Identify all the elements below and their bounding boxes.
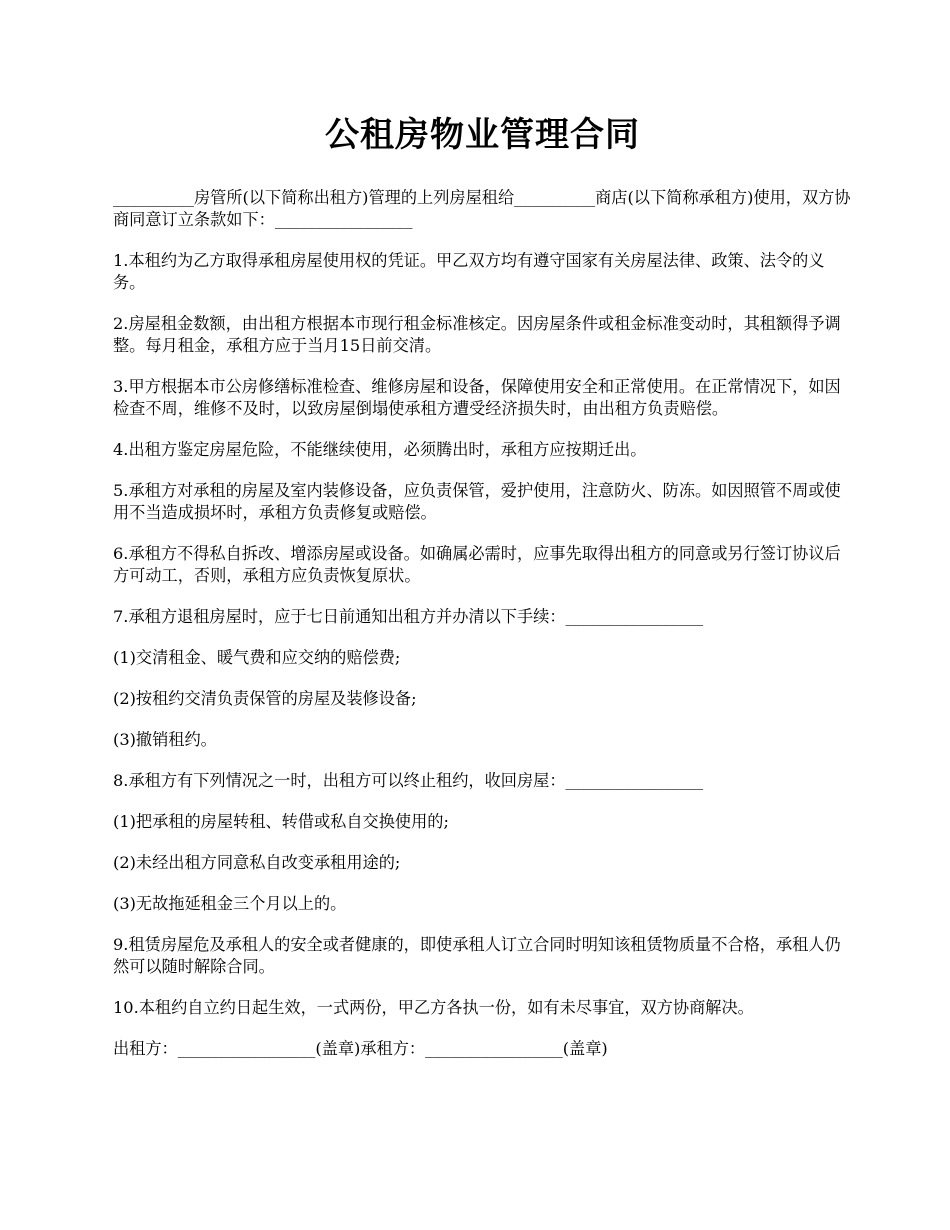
- clause-1: 1.本租约为乙方取得承租房屋使用权的凭证。甲乙双方均有遵守国家有关房屋法律、政策、法令的义务。: [113, 251, 825, 292]
- clause-6: 6.承租方不得私自拆改、增添房屋或设备。如确属必需时，应事先取得出租方的同意或另行签订协议后方可动工，否则，承租方应负责恢复原状。: [113, 544, 841, 585]
- clause-10: 10.本租约自立约日起生效，一式两份，甲乙方各执一份，如有未尽事宜，双方协商解决。: [113, 998, 754, 1017]
- clause-8-item-3: (3)无故拖延租金三个月以上的。: [113, 894, 347, 913]
- clause-7-item-1: (1)交清租金、暖气费和应交纳的赔偿费;: [113, 648, 401, 667]
- clause-2: 2.房屋租金数额，由出租方根据本市现行租金标准核定。因房屋条件或租金标准变动时，其租额得予调整。每月租金，承租方应于当月15日前交清。: [113, 314, 841, 355]
- clause-8-item-2: (2)未经出租方同意私自改变承租用途的;: [113, 853, 401, 872]
- clause-9: 9.租赁房屋危及承租人的安全或者健康的，即使承租人订立合同时明知该租赁物质量不合格，承租人仍然可以随时解除合同。: [113, 935, 841, 976]
- clause-7-item-3: (3)撤销租约。: [113, 730, 217, 749]
- clause-5: 5.承租方对承租的房屋及室内装修设备，应负责保管，爱护使用，注意防火、防冻。如因照管不周或使用不当造成损坏时，承租方负责修复或赔偿。: [113, 481, 841, 522]
- clause-8-item-1: (1)把承租的房屋转租、转借或私自交换使用的;: [113, 812, 449, 831]
- clause-4: 4.出租方鉴定房屋危险，不能继续使用，必须腾出时，承租方应按期迁出。: [113, 440, 647, 459]
- clause-3: 3.甲方根据本市公房修缮标准检查、维修房屋和设备，保障使用安全和正常使用。在正常情况下，如因检查不周，维修不及时，以致房屋倒塌使承租方遭受经济损失时，由出租方负责赔偿。: [113, 377, 841, 418]
- clause-7: 7.承租方退租房屋时，应于七日前通知出租方并办清以下手续：_________________: [113, 607, 704, 626]
- clause-8: 8.承租方有下列情况之一时，出租方可以终止租约，收回房屋：_________________: [113, 771, 704, 790]
- document-title: 公租房物业管理合同: [325, 115, 640, 155]
- signature-line: 出租方：_________________(盖章)承租方：_________________(盖章): [113, 1039, 608, 1058]
- intro-paragraph: __________房管所(以下简称出租方)管理的上列房屋租给__________商店(以下简称承租方)使用，双方协商同意订立条款如下：_________________: [113, 188, 851, 229]
- clause-7-item-2: (2)按租约交清负责保管的房屋及装修设备;: [113, 689, 417, 708]
